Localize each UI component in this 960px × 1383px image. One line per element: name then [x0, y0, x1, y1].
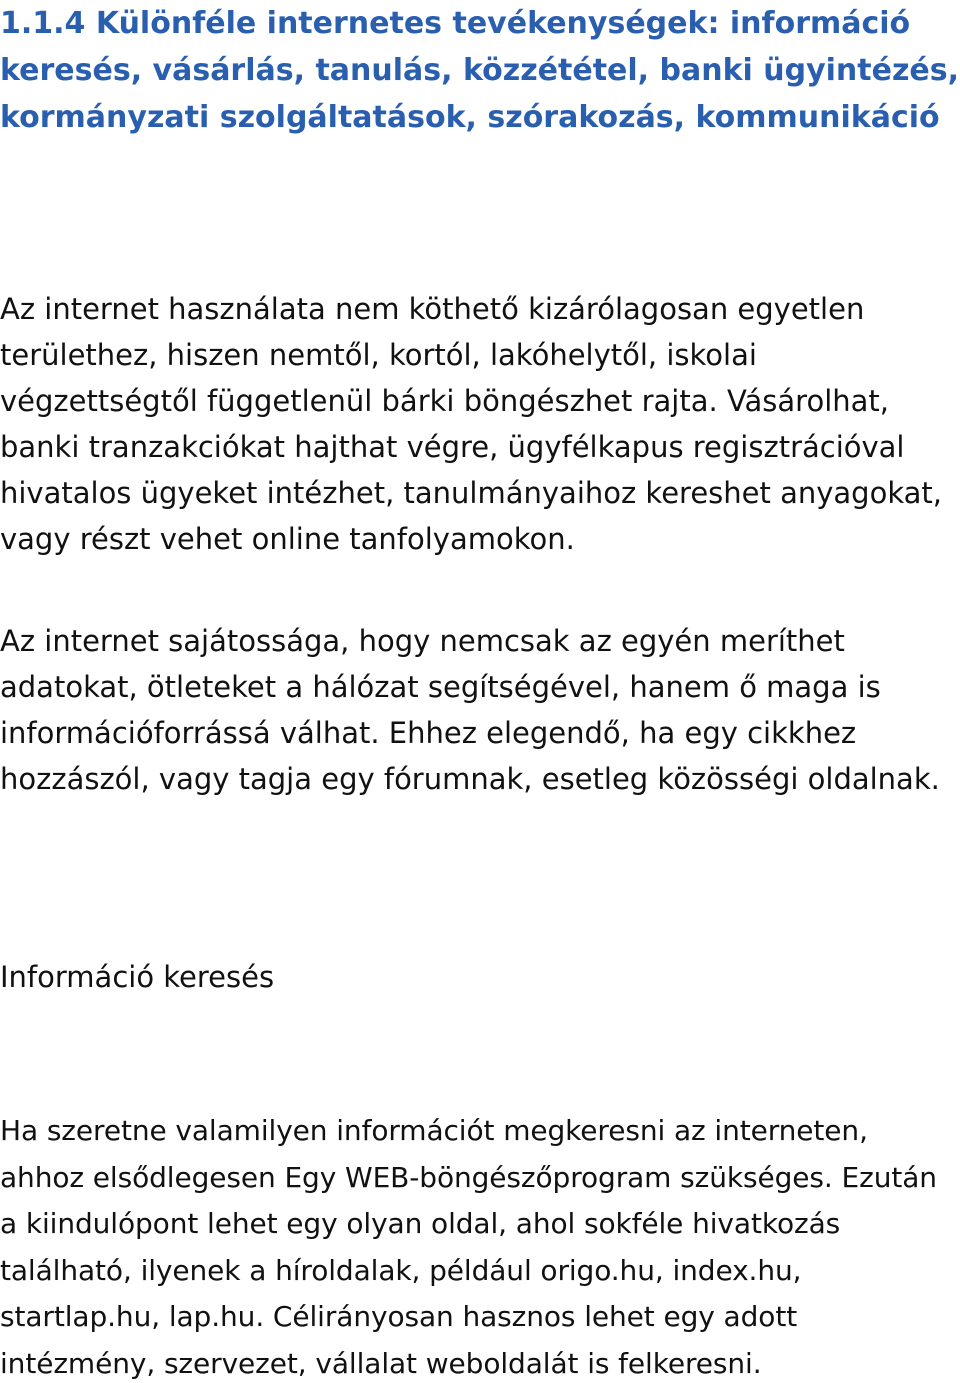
subsection-heading: Információ keresés	[0, 960, 275, 994]
section-heading: 1.1.4 Különféle internetes tevékenységek: információ keresés, vásárlás, tanulás, közzététel, banki ügyintézés, kormányzati szolgáltatások, szórakozás, kommunikáció	[0, 6, 960, 135]
search-paragraph: Ha szeretne valamilyen információt megkeresni az interneten, ahhoz elsődlegesen Egy WEB-böngészőprogram szükséges. Ezután a kiindulópont lehet egy olyan oldal, ahol sokféle hivatkozás található, ilyenek a híroldalak, például origo.hu, index.hu, startlap.hu, lap.hu. Célirányosan hasznos lehet egy adott intézmény, szervezet, vállalat weboldalát is felkeresni.	[0, 1114, 937, 1380]
intro-paragraph: Az internet használata nem köthető kizárólagosan egyetlen területhez, hiszen nemtől, kortól, lakóhelytől, iskolai végzettségtől függetlenül bárki böngészhet rajta. Vásárolhat, banki tranzakciókat hajthat végre, ügyfélkapus regisztrációval hivatalos ügyeket intézhet, tanulmányaihoz kereshet anyagokat, vagy részt vehet online tanfolyamokon.	[0, 292, 942, 556]
information-source-paragraph: Az internet sajátossága, hogy nemcsak az egyén meríthet adatokat, ötleteket a hálózat segítségével, hanem ő maga is információforrássá válhat. Ehhez elegendő, ha egy cikkhez hozzászól, vagy tagja egy fórumnak, esetleg közösségi oldalnak.	[0, 624, 940, 796]
